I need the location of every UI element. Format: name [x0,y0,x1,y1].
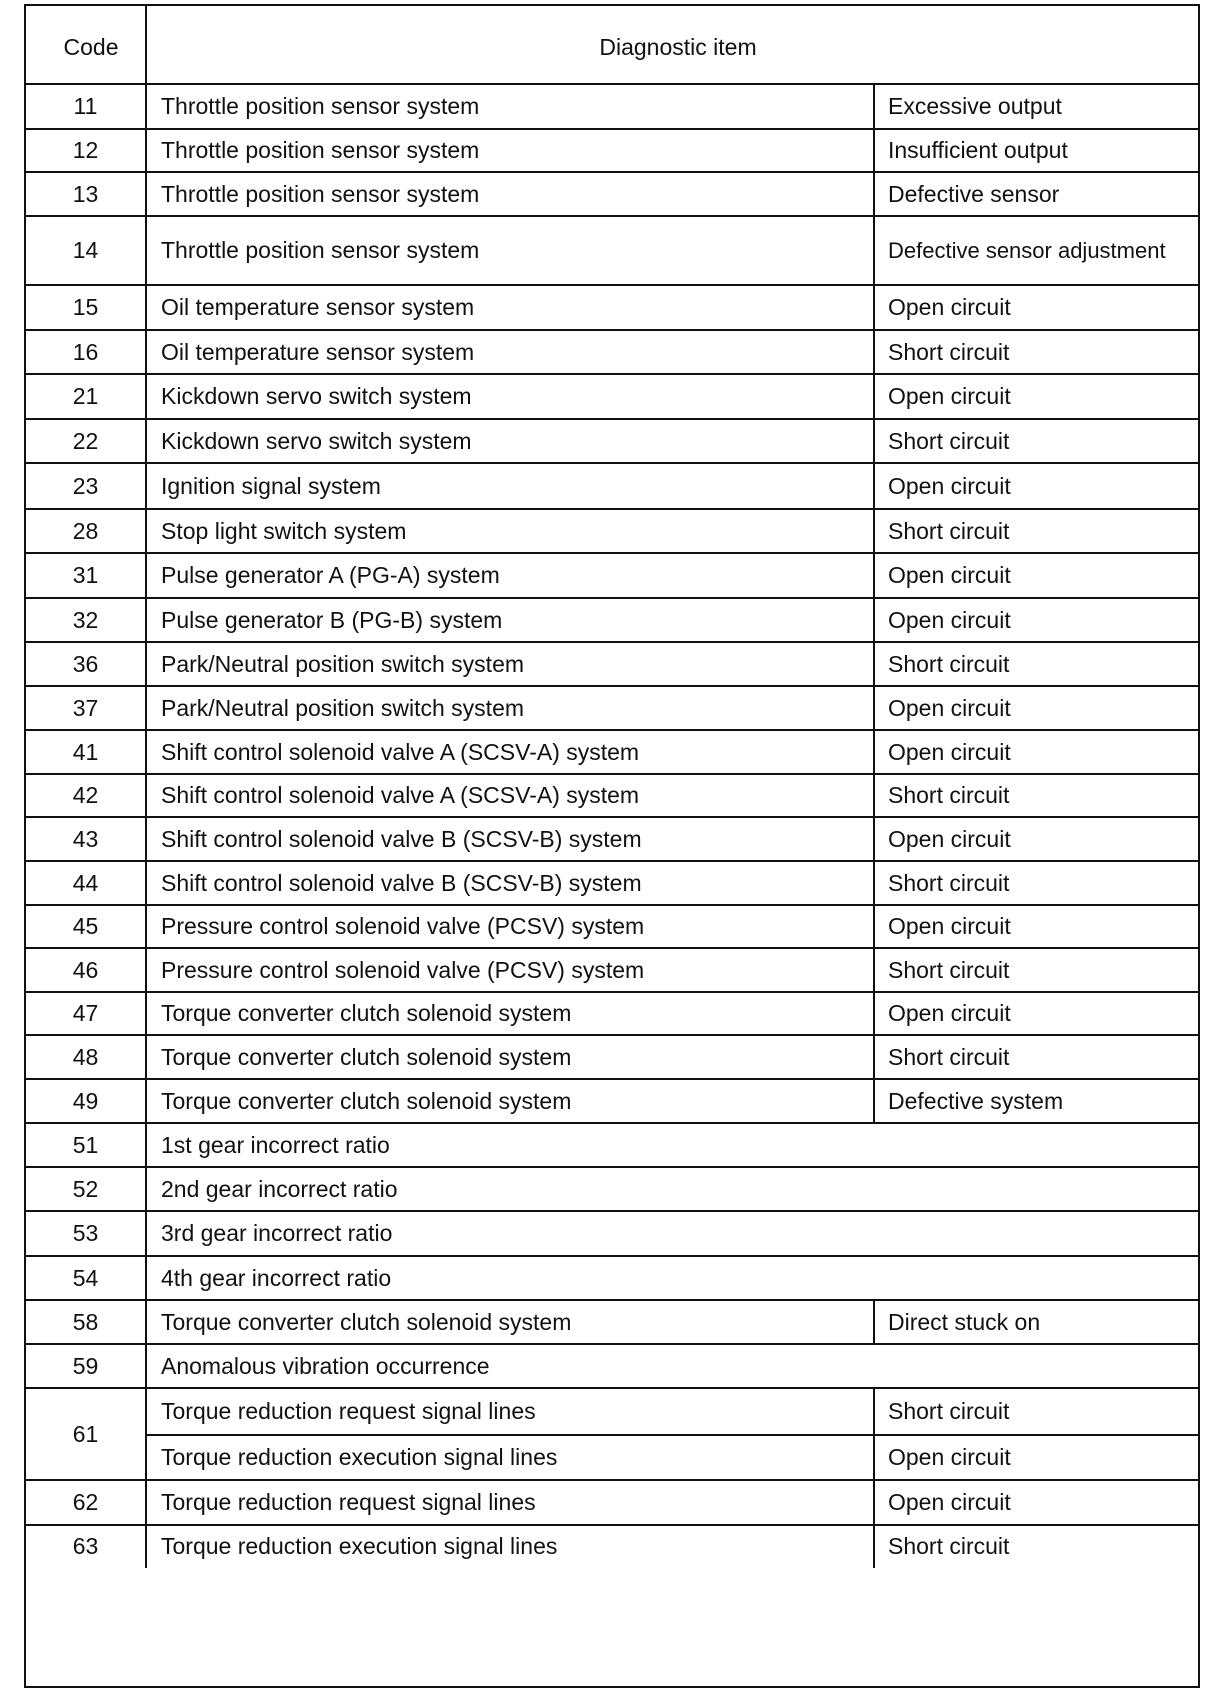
row-divider [26,729,1198,731]
column-divider [145,686,147,730]
diagnostic-item-cell: Torque reduction request signal lines [161,1489,536,1515]
column-divider [873,1435,875,1480]
row-divider [26,1387,1198,1389]
status-cell: Insufficient output [888,137,1068,163]
diagnostic-item-cell: Torque converter clutch solenoid system [161,1308,572,1335]
status-cell: Short circuit [888,1533,1010,1559]
column-divider [873,642,875,686]
row-divider [26,171,1198,173]
code-cell: 16 [72,338,99,365]
status-cell: Short circuit [888,1398,1010,1424]
diagnostic-item-cell: Shift control solenoid valve B (SCSV-B) system [161,869,642,896]
status-cell: Short circuit [888,338,1010,365]
code-cell: 54 [72,1264,99,1291]
column-divider [145,642,147,686]
row-divider [147,1434,1198,1436]
diagnostic-item-cell: Stop light switch system [161,517,407,544]
code-cell: 22 [72,427,99,454]
diagnostic-item-cell: Oil temperature sensor system [161,338,475,365]
column-divider [145,6,147,86]
column-divider [145,84,147,129]
status-cell: Short circuit [888,956,1010,983]
column-divider [873,686,875,730]
column-divider [145,1388,147,1435]
diagnostic-item-cell: Torque reduction execution signal lines [161,1444,558,1470]
row-divider [26,329,1198,331]
code-cell: 49 [72,1087,99,1114]
row-divider [26,1034,1198,1036]
column-divider [873,216,875,285]
column-divider [873,463,875,509]
column-divider [873,374,875,419]
column-divider [873,905,875,948]
diagnostic-item-cell: 4th gear incorrect ratio [161,1264,392,1291]
column-divider [873,509,875,553]
status-cell: Short circuit [888,869,1010,896]
column-divider [145,1123,147,1167]
column-divider [145,553,147,598]
row-divider [26,462,1198,464]
code-cell: 23 [72,472,99,499]
code-cell: 58 [72,1308,99,1335]
code-cell: 12 [72,137,99,163]
diagnostic-item-cell: Park/Neutral position switch system [161,650,525,677]
code-cell: 46 [72,956,99,983]
column-divider [145,509,147,553]
code-cell: 11 [73,93,98,119]
diagnostic-item-cell: 2nd gear incorrect ratio [161,1175,398,1202]
column-divider [145,1300,147,1344]
column-divider [873,598,875,642]
header-code: Code [63,33,119,60]
column-divider [873,774,875,817]
column-divider [145,1525,147,1568]
column-divider [873,1035,875,1079]
diagnostic-item-cell: Pulse generator A (PG-A) system [161,562,500,588]
status-cell: Open circuit [888,1489,1011,1515]
column-divider [873,1079,875,1123]
diagnostic-item-cell: Throttle position sensor system [161,137,480,163]
column-divider [145,1480,147,1525]
diagnostic-item-cell: Throttle position sensor system [161,237,480,263]
diagnostic-item-cell: Torque converter clutch solenoid system [161,1000,572,1026]
code-cell: 31 [72,562,99,588]
row-divider [26,1524,1198,1526]
code-cell: 13 [72,180,99,207]
diagnostic-item-cell: Kickdown servo switch system [161,427,472,454]
column-divider [145,1435,147,1480]
code-cell: 47 [72,1000,99,1026]
status-cell: Open circuit [888,472,1011,499]
row-divider [26,373,1198,375]
diagnostic-item-cell: Shift control solenoid valve A (SCSV-A) system [161,782,640,808]
diagnostic-item-cell: 3rd gear incorrect ratio [161,1220,393,1246]
row-divider [26,1255,1198,1257]
status-cell: Defective sensor adjustment [888,237,1166,263]
row-divider [26,1122,1198,1124]
diagnostic-item-cell: Ignition signal system [161,472,381,499]
row-divider [26,816,1198,818]
code-cell: 14 [72,237,99,263]
column-divider [145,129,147,172]
row-divider [26,83,1198,85]
column-divider [873,861,875,905]
column-divider [873,553,875,598]
status-cell: Open circuit [888,913,1011,939]
row-divider [26,128,1198,130]
code-cell: 51 [72,1131,99,1158]
row-divider [26,552,1198,554]
diagnostic-item-cell: Pulse generator B (PG-B) system [161,606,503,633]
status-cell: Defective sensor [888,180,1060,207]
code-cell: 62 [72,1489,99,1515]
column-divider [873,285,875,330]
column-divider [145,774,147,817]
diagnostic-item-cell: Shift control solenoid valve B (SCSV-B) system [161,825,642,852]
diagnostic-item-cell: Torque converter clutch solenoid system [161,1087,572,1114]
diagnostic-item-cell: Anomalous vibration occurrence [161,1352,490,1379]
diagnostic-item-cell: Throttle position sensor system [161,93,480,119]
row-divider [26,1210,1198,1212]
row-divider [26,1299,1198,1301]
status-cell: Open circuit [888,606,1011,633]
column-divider [873,330,875,374]
column-divider [873,1388,875,1435]
status-cell: Short circuit [888,650,1010,677]
row-divider [26,1166,1198,1168]
column-divider [145,330,147,374]
column-divider [145,598,147,642]
column-divider [873,419,875,463]
code-cell: 21 [72,383,99,409]
code-cell: 32 [72,606,99,633]
status-cell: Defective system [888,1087,1064,1114]
diagnostic-code-table [24,4,1200,1688]
row-divider [26,860,1198,862]
column-divider [145,419,147,463]
column-divider [873,1480,875,1525]
status-cell: Open circuit [888,738,1011,765]
column-divider [145,1035,147,1079]
diagnostic-item-cell: Shift control solenoid valve A (SCSV-A) system [161,738,640,765]
column-divider [873,730,875,774]
status-cell: Short circuit [888,1043,1010,1070]
status-cell: Open circuit [888,562,1011,588]
code-cell: 43 [72,825,99,852]
status-cell: Open circuit [888,825,1011,852]
diagnostic-item-cell: Park/Neutral position switch system [161,694,525,721]
column-divider [873,84,875,129]
diagnostic-item-cell: Throttle position sensor system [161,180,480,207]
column-divider [873,1300,875,1344]
code-cell: 15 [72,294,99,320]
row-divider [26,1078,1198,1080]
status-cell: Short circuit [888,782,1010,808]
column-divider [145,374,147,419]
column-divider [145,905,147,948]
diagnostic-item-cell: Torque reduction request signal lines [161,1398,536,1424]
status-cell: Direct stuck on [888,1308,1041,1335]
row-divider [26,991,1198,993]
code-cell: 59 [72,1352,99,1379]
column-divider [873,129,875,172]
diagnostic-item-cell: Kickdown servo switch system [161,383,472,409]
row-divider [26,904,1198,906]
row-divider [26,1343,1198,1345]
code-cell: 45 [72,913,99,939]
column-divider [145,1167,147,1211]
status-cell: Short circuit [888,517,1010,544]
column-divider [145,948,147,992]
column-divider [873,1525,875,1568]
header-diagnostic-item: Diagnostic item [599,33,757,60]
status-cell: Open circuit [888,1000,1011,1026]
row-divider [26,947,1198,949]
column-divider [145,817,147,861]
diagnostic-item-cell: Torque converter clutch solenoid system [161,1043,572,1070]
code-cell: 41 [72,738,99,765]
row-divider [26,597,1198,599]
status-cell: Open circuit [888,1444,1011,1470]
code-cell: 52 [72,1175,99,1202]
column-divider [145,1344,147,1388]
row-divider [26,284,1198,286]
column-divider [145,463,147,509]
column-divider [145,216,147,285]
column-divider [145,172,147,216]
column-divider [145,1256,147,1300]
diagnostic-item-cell: 1st gear incorrect ratio [161,1131,390,1158]
column-divider [873,948,875,992]
code-cell: 53 [72,1220,99,1246]
code-cell: 28 [72,517,99,544]
code-cell: 42 [72,782,99,808]
code-cell: 61 [72,1420,99,1447]
column-divider [873,172,875,216]
code-cell: 48 [72,1043,99,1070]
code-cell: 44 [72,869,99,896]
row-divider [26,1479,1198,1481]
column-divider [145,1079,147,1123]
column-divider [145,1211,147,1256]
column-divider [145,992,147,1035]
status-cell: Excessive output [888,93,1062,119]
row-divider [26,418,1198,420]
code-cell: 63 [72,1533,99,1559]
row-divider [26,215,1198,217]
diagnostic-item-cell: Oil temperature sensor system [161,294,475,320]
diagnostic-item-cell: Pressure control solenoid valve (PCSV) system [161,956,645,983]
row-divider [26,773,1198,775]
code-cell: 37 [72,694,99,721]
diagnostic-item-cell: Torque reduction execution signal lines [161,1533,558,1559]
column-divider [145,730,147,774]
column-divider [873,992,875,1035]
status-cell: Short circuit [888,427,1010,454]
row-divider [26,508,1198,510]
row-divider [26,685,1198,687]
code-cell: 36 [72,650,99,677]
column-divider [145,285,147,330]
status-cell: Open circuit [888,383,1011,409]
column-divider [873,817,875,861]
status-cell: Open circuit [888,694,1011,721]
row-divider [26,641,1198,643]
status-cell: Open circuit [888,294,1011,320]
diagnostic-item-cell: Pressure control solenoid valve (PCSV) system [161,913,645,939]
column-divider [145,861,147,905]
